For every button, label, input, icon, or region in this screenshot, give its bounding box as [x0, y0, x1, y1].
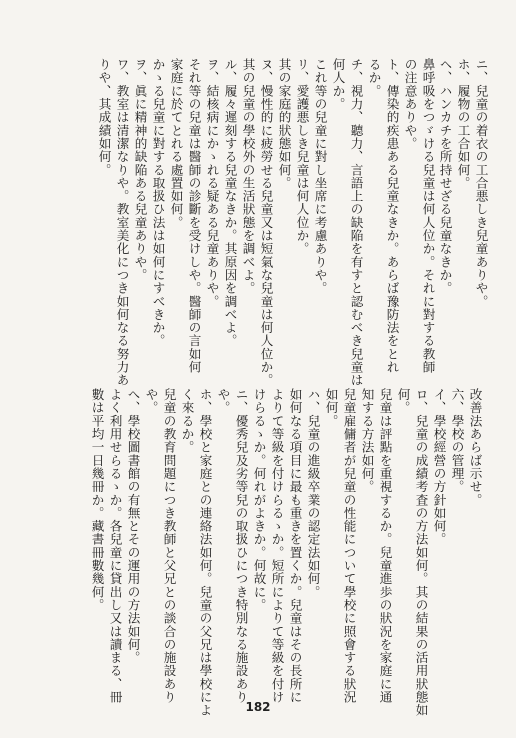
text-line: ヌ、慢性的に疲勞せる兒童又は短氣な兒童は何人位か。 [258, 58, 274, 387]
text-line: 其の兒童の學校外の生活狀態を調べよ。 [240, 58, 256, 295]
text-line: の注意ありや。 [402, 58, 418, 151]
text-line: 如何。 [323, 388, 339, 428]
text-line: ヲ、眞に精神的缺陥ある兒童ありや。 [132, 58, 148, 282]
text-line: ル、履々遲刻する兒童なきか。其原因を調べよ。 [222, 58, 238, 348]
text-line: 知する方法如何。 [359, 388, 375, 494]
text-line: りや、其成績如何。 [96, 58, 112, 177]
text-line: ヲ、結核病にかゝれる疑ある兒童ありや。 [204, 58, 220, 308]
text-line: ホ、學校と家庭との連絡法如何。兒童の父兄は學校によ [197, 388, 213, 717]
text-line: ワ、教室は清潔なりや。教室美化につき如何なる努力あ [114, 58, 130, 387]
text-line: るか。 [366, 58, 382, 98]
text-line: 其の家庭的狀態如何。 [276, 58, 292, 190]
text-line: や。 [215, 388, 231, 415]
text-line: ハ、兒童の進級卒業の認定法如何。 [305, 388, 321, 599]
text-line: く來るか。 [179, 388, 195, 454]
text-line: 兒童の教育問題につき教師と父兄との談合の施設あり [161, 388, 177, 704]
text-line: 兒童雇傭者が兒童の性能について學校に照會する狀況 [341, 388, 357, 704]
text-line: 改善法あらば示せ。 [467, 388, 483, 507]
text-line: けらるゝか。何れがよきか。何故に。 [251, 388, 267, 612]
text-line: よく利用せらるゝか。各兒童に貸出し又は讀まる、冊 [107, 388, 123, 704]
page-number: 182 [245, 700, 271, 714]
text-line: ニ、兒童の着衣の工合悪しき兒童ありや。 [473, 58, 489, 308]
text-line: チ、視力、聽力、言語上の缺陥を有すと認むべき兒童は [348, 58, 364, 387]
text-line: 鼻呼吸をつゞける兒童は何人位か。それに對する教師 [420, 58, 436, 374]
text-line: ホ、履物の工合如何。 [455, 58, 471, 190]
text-line: 兒童は評點を重視するか。兒童進歩の狀況を家庭に通 [377, 388, 393, 704]
text-line: 六、學校の管理。 [449, 388, 465, 494]
text-line: これ等の兒童に對し坐席に考慮ありや。 [312, 58, 328, 295]
text-line: よりて等級を付けらるゝか。短所によりて等級を付け [269, 388, 285, 704]
text-line: 何人か。 [330, 58, 346, 111]
text-line: 如何なる項目に最も重きを置くか。兒童はその長所に [287, 388, 303, 704]
text-line: イ、學校經營の方針如何。 [431, 388, 447, 546]
text-line: 家庭に於てとれる處置如何。 [168, 58, 184, 229]
text-line: リ、愛護悪しき兒童は何人位か。 [294, 58, 310, 256]
text-line: 數は平均一日幾冊か。藏書冊數幾何。 [89, 388, 105, 612]
text-line: ヘ、ハンカチを所持せざる兒童なきか。 [437, 58, 453, 295]
text-line: や。 [143, 388, 159, 415]
text-line: それ等の兒童は醫師の診斷を受けしや。醫師の言如何 [186, 58, 202, 374]
text-line: ロ、兒童の成績考査の方法如何。其の結果の活用狀態如 [413, 388, 429, 717]
text-line: かゝる兒童に對する取扱ひ法は如何にすべきか。 [150, 58, 166, 348]
text-line: ニ、優秀兒及劣等兒の取扱ひにつき特別なる施設あり [233, 388, 249, 704]
text-line: 何。 [395, 388, 411, 415]
text-line: へ、學校圖書館の有無とその運用の方法如何。 [125, 388, 141, 665]
text-line: ト、傳染的疾患ある兒童なきか。あらば豫防法をとれ [384, 58, 400, 374]
